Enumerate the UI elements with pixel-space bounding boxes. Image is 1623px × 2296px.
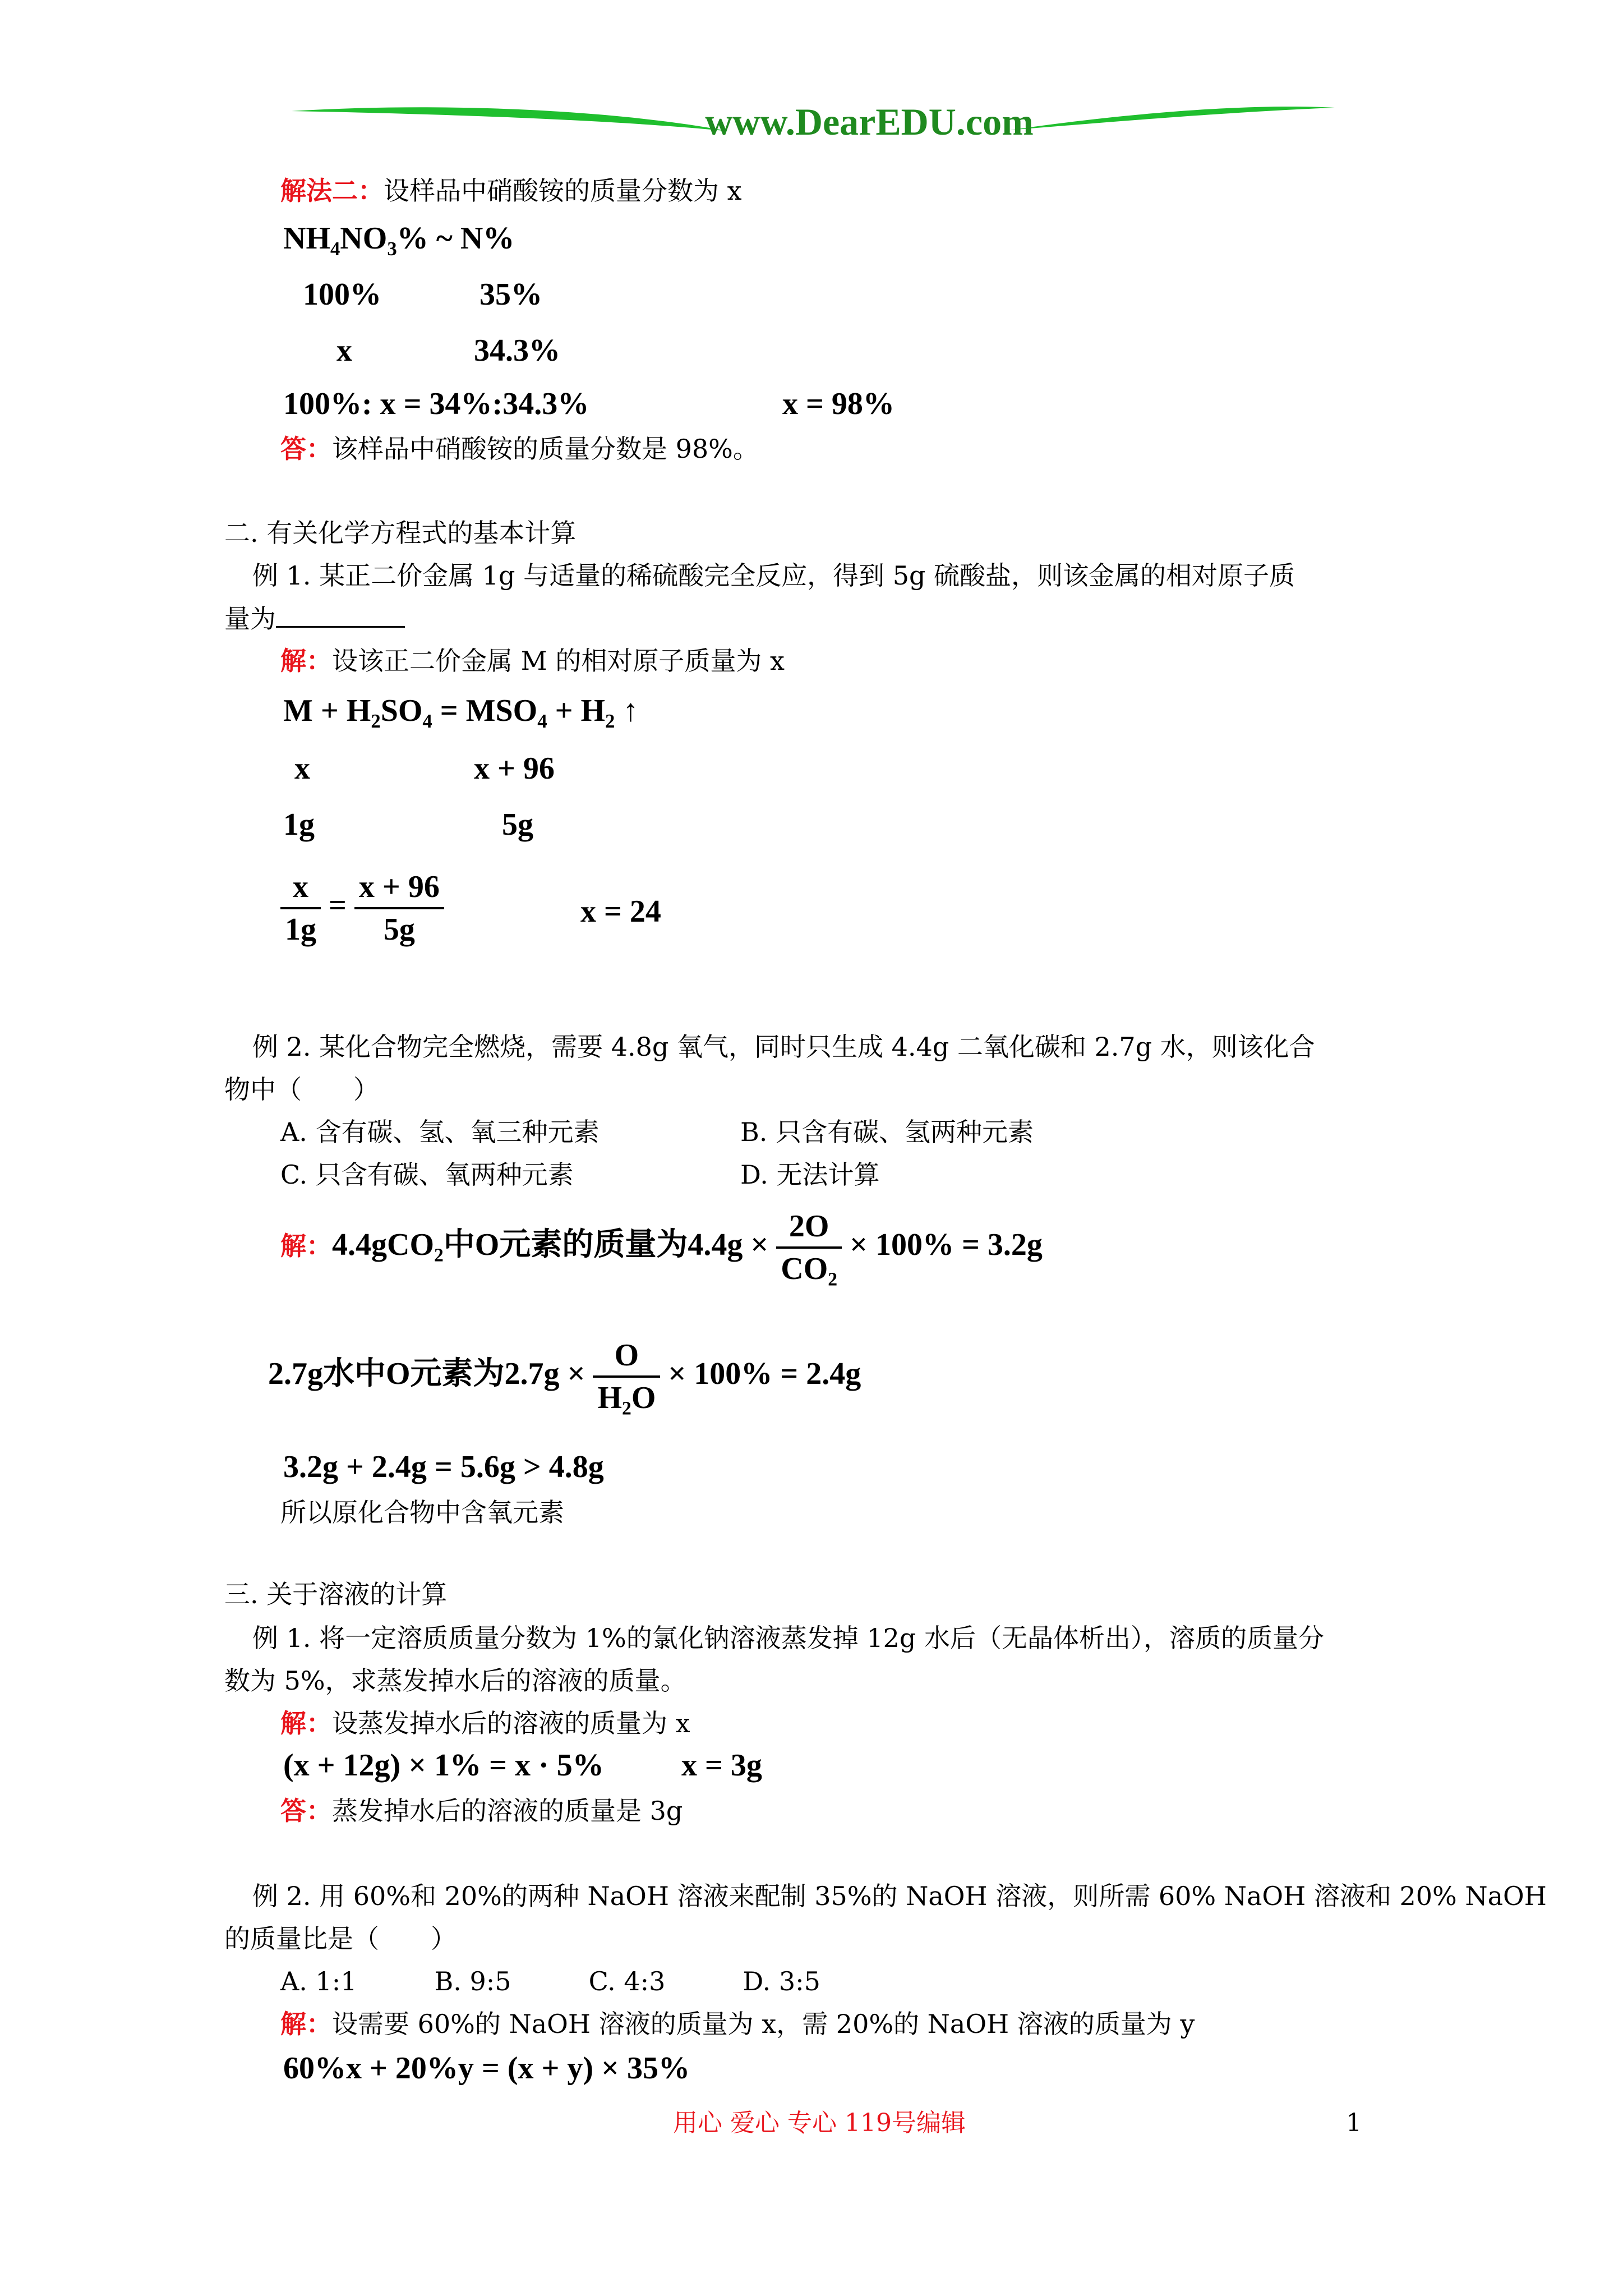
page-number: 1 [1346,2109,1362,2137]
proportion-result: x = 98% [782,386,895,421]
section3-options: A. 1:1 B. 9:5 C. 4:3 D. 3:5 [280,1966,820,1996]
eqA-post: × 100% = 3.2g [850,1227,1043,1262]
section2-heading: 二. 有关化学方程式的基本计算 [224,518,577,548]
method-two-line [280,174,742,208]
eqA-pre: 4.4gCO₂中O元素的质量为4.4g × [332,1227,769,1262]
ratio-row2-a: x [336,333,352,368]
oxygen-in-co2-equation [280,1206,1043,1289]
site-name: www.DearEDU.com [705,100,1034,143]
answer-text: 该样品中硝酸铵的质量分数是 98%。 [332,434,759,464]
reaction-equation: $M + H_2SO_4 = MSO_4 + H_2$ ↑ [283,693,639,733]
section3-heading: 三. 关于溶液的计算 [224,1579,448,1609]
section3-answer-text: 蒸发掉水后的溶液的质量是 3g [332,1796,683,1826]
reaction-row1-a: x [294,751,310,786]
conclusion-text: 所以原化合物中含氧元素 [280,1497,564,1527]
answer-blank [276,601,405,628]
footer-text: 用心 爱心 专心 119号编辑 [673,2109,966,2137]
section3-answer-line [280,1794,683,1828]
reaction-row2-a: 1g [283,807,315,842]
eqA-den: CO₂ [776,1246,842,1289]
option-b: B. 只含有碳、氢两种元素 [740,1117,1034,1147]
eqB-post: × 100% = 2.4g [668,1356,861,1391]
eqA-fraction [776,1206,842,1289]
section3-solution2-label: 解： [280,2009,332,2039]
eqB-pre: 2.7g水中O元素为2.7g × [268,1356,585,1391]
option-a: A. 含有碳、氢、氧三种元素 [280,1117,600,1147]
fraction-right-num: x + 96 [358,869,440,904]
proportion-equation: 100%: x = 34%:34.3% [283,386,589,421]
section2-example2-line1: 例 2. 某化合物完全燃烧，需要 4.8g 氧气，同时只生成 4.4g 二氧化碳和 2.7g 水，则该化合 [252,1032,1315,1062]
section3-solution2-text: 设需要 60%的 NaOH 溶液的质量为 x，需 20%的 NaOH 溶液的质量为 y [332,2009,1195,2039]
fraction-right-den: 5g [354,907,444,950]
section2-example1-line1: 例 1. 某正二价金属 1g 与适量的稀硫酸完全反应，得到 5g 硫酸盐，则该金属的相对原子质 [252,560,1295,591]
fraction-left-num: x [293,869,308,904]
header-banner [292,95,1335,151]
eqB-fraction [593,1335,660,1418]
section3-solution-label: 解： [280,1708,332,1738]
eqB-den: H₂O [593,1375,660,1418]
ratio-equation: $NH_4NO_3\%$ ~ N% [283,221,515,260]
method-label: 解法二： [280,176,384,206]
ratio-row2-b: 34.3% [474,333,560,368]
method-text: 设样品中硝酸铵的质量分数为 x [384,176,742,206]
section3-answer-label: 答： [280,1796,332,1826]
example1-line2-text: 量为 [224,604,276,634]
eqB-num: O [614,1338,639,1373]
left-swoosh-decoration [292,107,729,131]
atomic-mass-result: x = 24 [580,894,661,929]
mixing-equation: 60%x + 20%y = (x + y) × 35% [283,2051,690,2086]
ratio-row1-a: 100% [303,277,381,312]
eqA-num: 2O [789,1209,829,1244]
right-swoosh-decoration [1009,107,1335,130]
solution-mass-equation: (x + 12g) × 1% = x · 5% [283,1748,604,1783]
section3-example1-line2: 数为 5%，求蒸发掉水后的溶液的质量。 [224,1665,686,1696]
section3-example2-line1: 例 2. 用 60%和 20%的两种 NaOH 溶液来配制 35%的 NaOH 溶液，则所需 60% NaOH 溶液和 20% NaOH [252,1881,1547,1911]
section3-solution-line [280,1706,690,1740]
fraction-equation: $\frac{x}{1g}$ = $\frac{x + 96}{5g}$ [280,867,444,950]
option-c: C. 只含有碳、氧两种元素 [280,1159,574,1190]
reaction-row1-b: x + 96 [474,751,555,786]
section3-solution2-line [280,2007,1195,2041]
section2-example2-line2: 物中（ ） [224,1074,379,1105]
fraction-left-den: 1g [280,907,321,950]
solution-text: 设该正二价金属 M 的相对原子质量为 x [332,646,785,676]
ratio-row1-b: 35% [479,277,542,312]
fraction-left [280,867,321,950]
reaction-row2-b: 5g [502,807,533,842]
oxygen-sum-equation: 3.2g + 2.4g = 5.6g > 4.8g [283,1450,604,1484]
oxygen-in-water-equation [268,1335,861,1418]
section2-example1-line2 [224,601,405,636]
solution2-label: 解： [280,1231,332,1260]
section3-example2-line2: 的质量比是（ ） [224,1924,457,1954]
section3-solution-text: 设蒸发掉水后的溶液的质量为 x [332,1708,690,1738]
section2-solution-line [280,644,785,678]
fraction-right [354,867,444,950]
answer-label: 答： [280,434,332,464]
answer-line-1 [280,432,759,466]
section3-example1-line1: 例 1. 将一定溶质质量分数为 1%的氯化钠溶液蒸发掉 12g 水后（无晶体析出），溶质的质量分 [252,1623,1324,1653]
option-d: D. 无法计算 [740,1159,880,1190]
solution-mass-result: x = 3g [681,1748,762,1783]
solution-label: 解： [280,646,332,676]
